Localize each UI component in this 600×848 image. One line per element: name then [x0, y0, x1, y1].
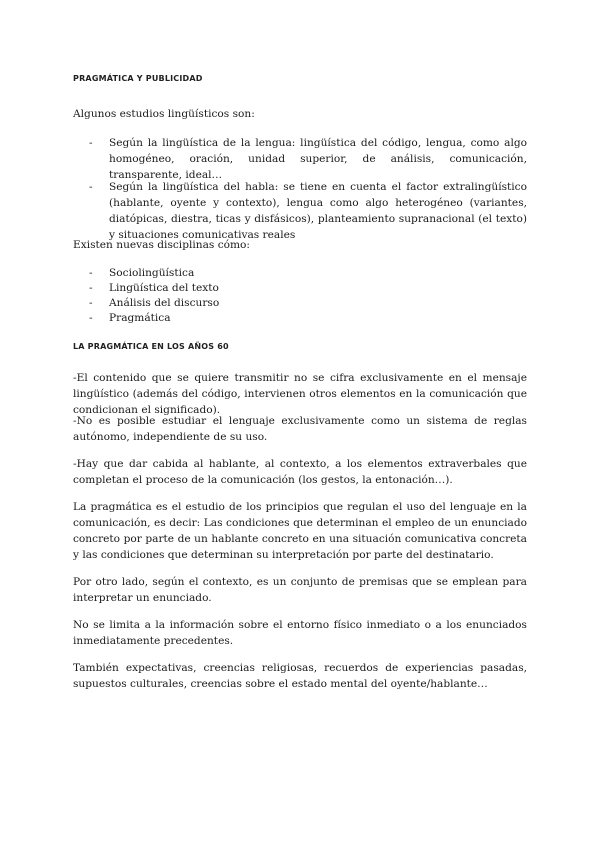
section-heading-pragmatica-60: LA PRAGMÁTICA EN LOS AÑOS 60: [73, 342, 229, 351]
bullet-marker: -: [89, 312, 93, 324]
discipline-item: Análisis del discurso: [109, 297, 220, 309]
bullet-marker: -: [89, 137, 93, 149]
bullet-marker: -: [89, 181, 93, 193]
bullet-marker: -: [89, 297, 93, 309]
discipline-item: Pragmática: [109, 312, 171, 324]
body-paragraph: Por otro lado, según el contexto, es un conjunto de premisas que se emplean para interpretar un enunciado.: [73, 576, 527, 604]
study-item-lengua: Según la lingüística de la lengua: lingüística del código, lengua, como algo homogéneo, oración, unidad superior, de análisis, comunicación, transparente, ideal…: [109, 137, 527, 181]
body-paragraph: También expectativas, creencias religiosas, recuerdos de experiencias pasadas, supuestos culturales, creencias sobre el estado mental del oyente/hablante…: [73, 662, 527, 690]
body-paragraph: -No es posible estudiar el lenguaje exclusivamente como un sistema de reglas autónomo, independiente de su uso.: [73, 415, 527, 443]
study-item-habla: Según la lingüística del habla: se tiene en cuenta el factor extralingüístico (hablante, oyente y contexto), lengua como algo heterogéneo (variantes, diatópicas, diestra, ticas y disfásicos), planteamiento supranacional (el texto) y situaciones comunicativas reales: [109, 181, 527, 241]
body-paragraph: -Hay que dar cabida al hablante, al contexto, a los elementos extraverbales que completan el proceso de la comunicación (los gestos, la entonación…).: [73, 458, 527, 486]
intro-paragraph: Algunos estudios lingüísticos son:: [73, 108, 255, 120]
body-paragraph: No se limita a la información sobre el entorno físico inmediato o a los enunciados inmediatamente precedentes.: [73, 619, 527, 647]
disciplines-intro: Existen nuevas disciplinas cómo:: [73, 239, 251, 251]
body-paragraph: La pragmática es el estudio de los principios que regulan el uso del lenguaje en la comunicación, es decir: Las condiciones que determinan el empleo de un enunciado concreto por parte de un hablante concreto en una situación comunicativa concreta y las condiciones que determinan su interpretación por parte del destinatario.: [73, 501, 527, 561]
discipline-item: Lingüística del texto: [109, 282, 219, 294]
section-heading-pragmatica-publicidad: PRAGMÁTICA Y PUBLICIDAD: [73, 74, 203, 83]
bullet-marker: -: [89, 267, 93, 279]
discipline-item: Sociolingüística: [109, 267, 195, 279]
body-paragraph: -El contenido que se quiere transmitir no se cifra exclusivamente en el mensaje lingüístico (además del código, intervienen otros elementos en la comunicación que condicionan el significado).: [73, 372, 527, 416]
bullet-marker: -: [89, 282, 93, 294]
